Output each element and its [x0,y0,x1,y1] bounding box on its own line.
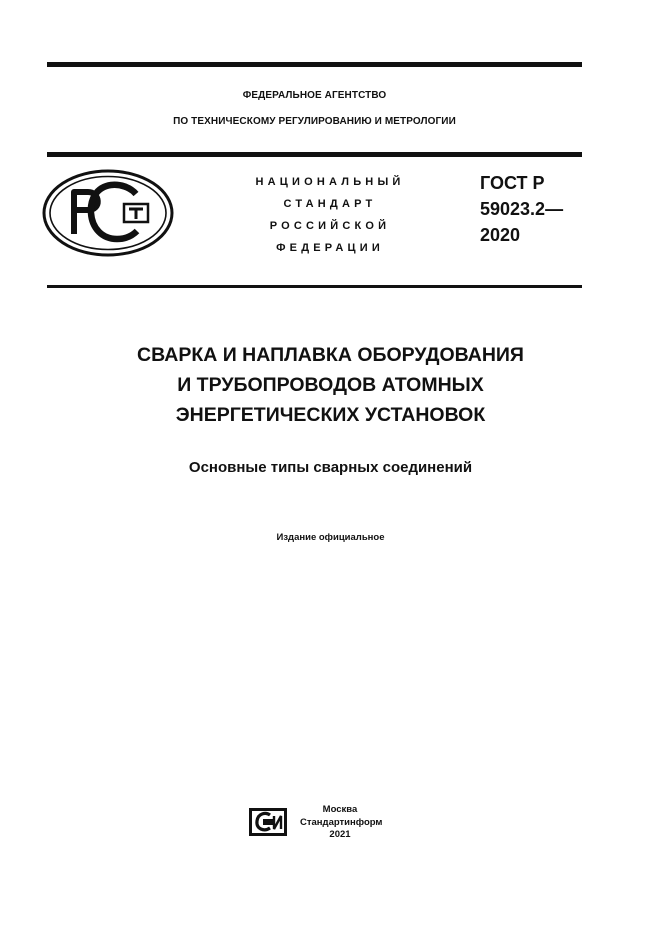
standard-type-line: СТАНДАРТ [283,198,377,210]
standard-designation [480,170,563,248]
standard-type-line: ФЕДЕРАЦИИ [276,242,384,254]
agency-name-line2: ПО ТЕХНИЧЕСКОМУ РЕГУЛИРОВАНИЮ И МЕТРОЛОГИИ [173,116,456,127]
document-title [47,340,614,430]
designation-line: ГОСТ Р [480,173,545,193]
document-subtitle: Основные типы сварных соединений [188,459,473,476]
publisher-imprint [300,804,383,842]
title-line: СВАРКА И НАПЛАВКА ОБОРУДОВАНИЯ [137,344,524,366]
rst-gost-logo-icon [40,168,176,258]
standard-type-line: РОССИЙСКОЙ [269,220,391,232]
title-line: ЭНЕРГЕТИЧЕСКИХ УСТАНОВОК [175,404,486,426]
designation-line: 59023.2— [480,199,564,219]
edition-note: Издание официальное [276,532,385,543]
top-rule [47,62,582,67]
designation-line: 2020 [480,225,521,245]
standard-type-line: НАЦИОНАЛЬНЫЙ [255,176,405,188]
section-rule [47,285,582,288]
agency-name-line1: ФЕДЕРАЛЬНОЕ АГЕНТСТВО [242,90,387,101]
publisher-name: Стандартинформ [300,816,383,828]
standard-type [230,171,430,259]
title-line: И ТРУБОПРОВОДОВ АТОМНЫХ [177,374,484,396]
header-rule [47,152,582,157]
publication-year: 2021 [329,829,351,840]
standartinform-logo-icon [248,806,288,838]
publisher-city: Москва [322,804,358,815]
